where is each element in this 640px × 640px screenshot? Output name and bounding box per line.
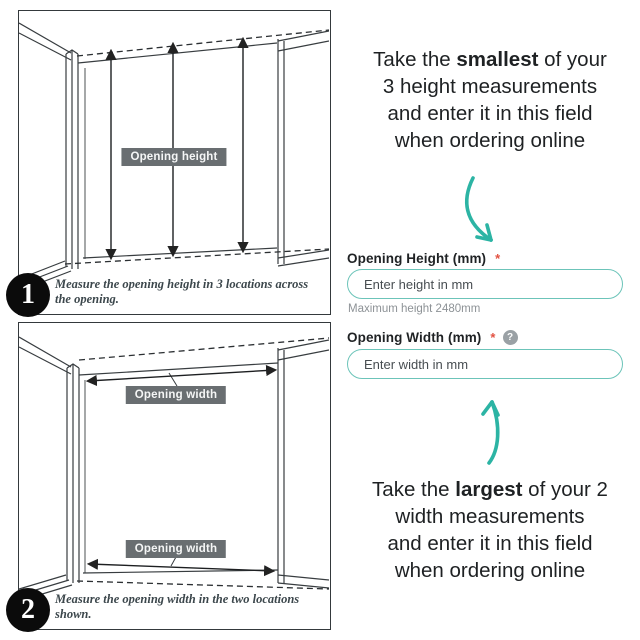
opening-width-diagram	[19, 323, 329, 603]
height-instruction-line3: and enter it in this field	[387, 102, 593, 125]
text: Take the	[372, 478, 456, 501]
help-question-icon[interactable]: ?	[503, 330, 518, 345]
opening-height-figure	[18, 10, 331, 315]
opening-height-input[interactable]	[347, 269, 623, 299]
max-height-helper: Maximum height 2480mm	[348, 303, 481, 315]
width-instruction-line1	[340, 476, 640, 503]
step-2-badge: 2	[6, 588, 50, 632]
text: of your	[538, 48, 607, 71]
opening-width-input[interactable]	[347, 349, 623, 379]
opening-height-label-text: Opening Height (mm)	[347, 251, 487, 266]
height-instruction-line2: 3 height measurements	[382, 75, 598, 98]
width-instruction-text	[340, 476, 640, 584]
required-asterisk: *	[495, 251, 501, 266]
height-instruction-line1	[340, 46, 640, 73]
curved-arrow-up-icon	[452, 386, 522, 471]
emphasis-smallest: smallest	[456, 48, 539, 71]
opening-width-badge-bottom: Opening width	[126, 540, 226, 558]
figure1-caption: Measure the opening height in 3 locations across the opening.	[55, 277, 309, 306]
height-instruction-line4: when ordering online	[394, 129, 586, 152]
opening-width-badge-top: Opening width	[126, 386, 226, 404]
width-instruction-line3: and enter it in this field	[387, 532, 593, 555]
required-asterisk: *	[490, 330, 496, 345]
opening-height-badge: Opening height	[121, 148, 226, 166]
text: Take the	[373, 48, 457, 71]
curved-arrow-down-icon	[435, 165, 525, 255]
opening-height-label	[347, 251, 500, 266]
opening-width-label	[347, 330, 518, 345]
opening-width-label-text: Opening Width (mm)	[347, 330, 482, 345]
figure2-caption: Measure the opening width in the two locations shown.	[55, 592, 300, 621]
width-instruction-line4: when ordering online	[394, 559, 586, 582]
emphasis-largest: largest	[455, 478, 523, 501]
text: of your 2	[522, 478, 608, 501]
step-1-badge: 1	[6, 273, 50, 317]
width-instruction-line2: width measurements	[395, 505, 585, 528]
height-instruction-text	[340, 46, 640, 154]
opening-width-figure	[18, 322, 331, 630]
